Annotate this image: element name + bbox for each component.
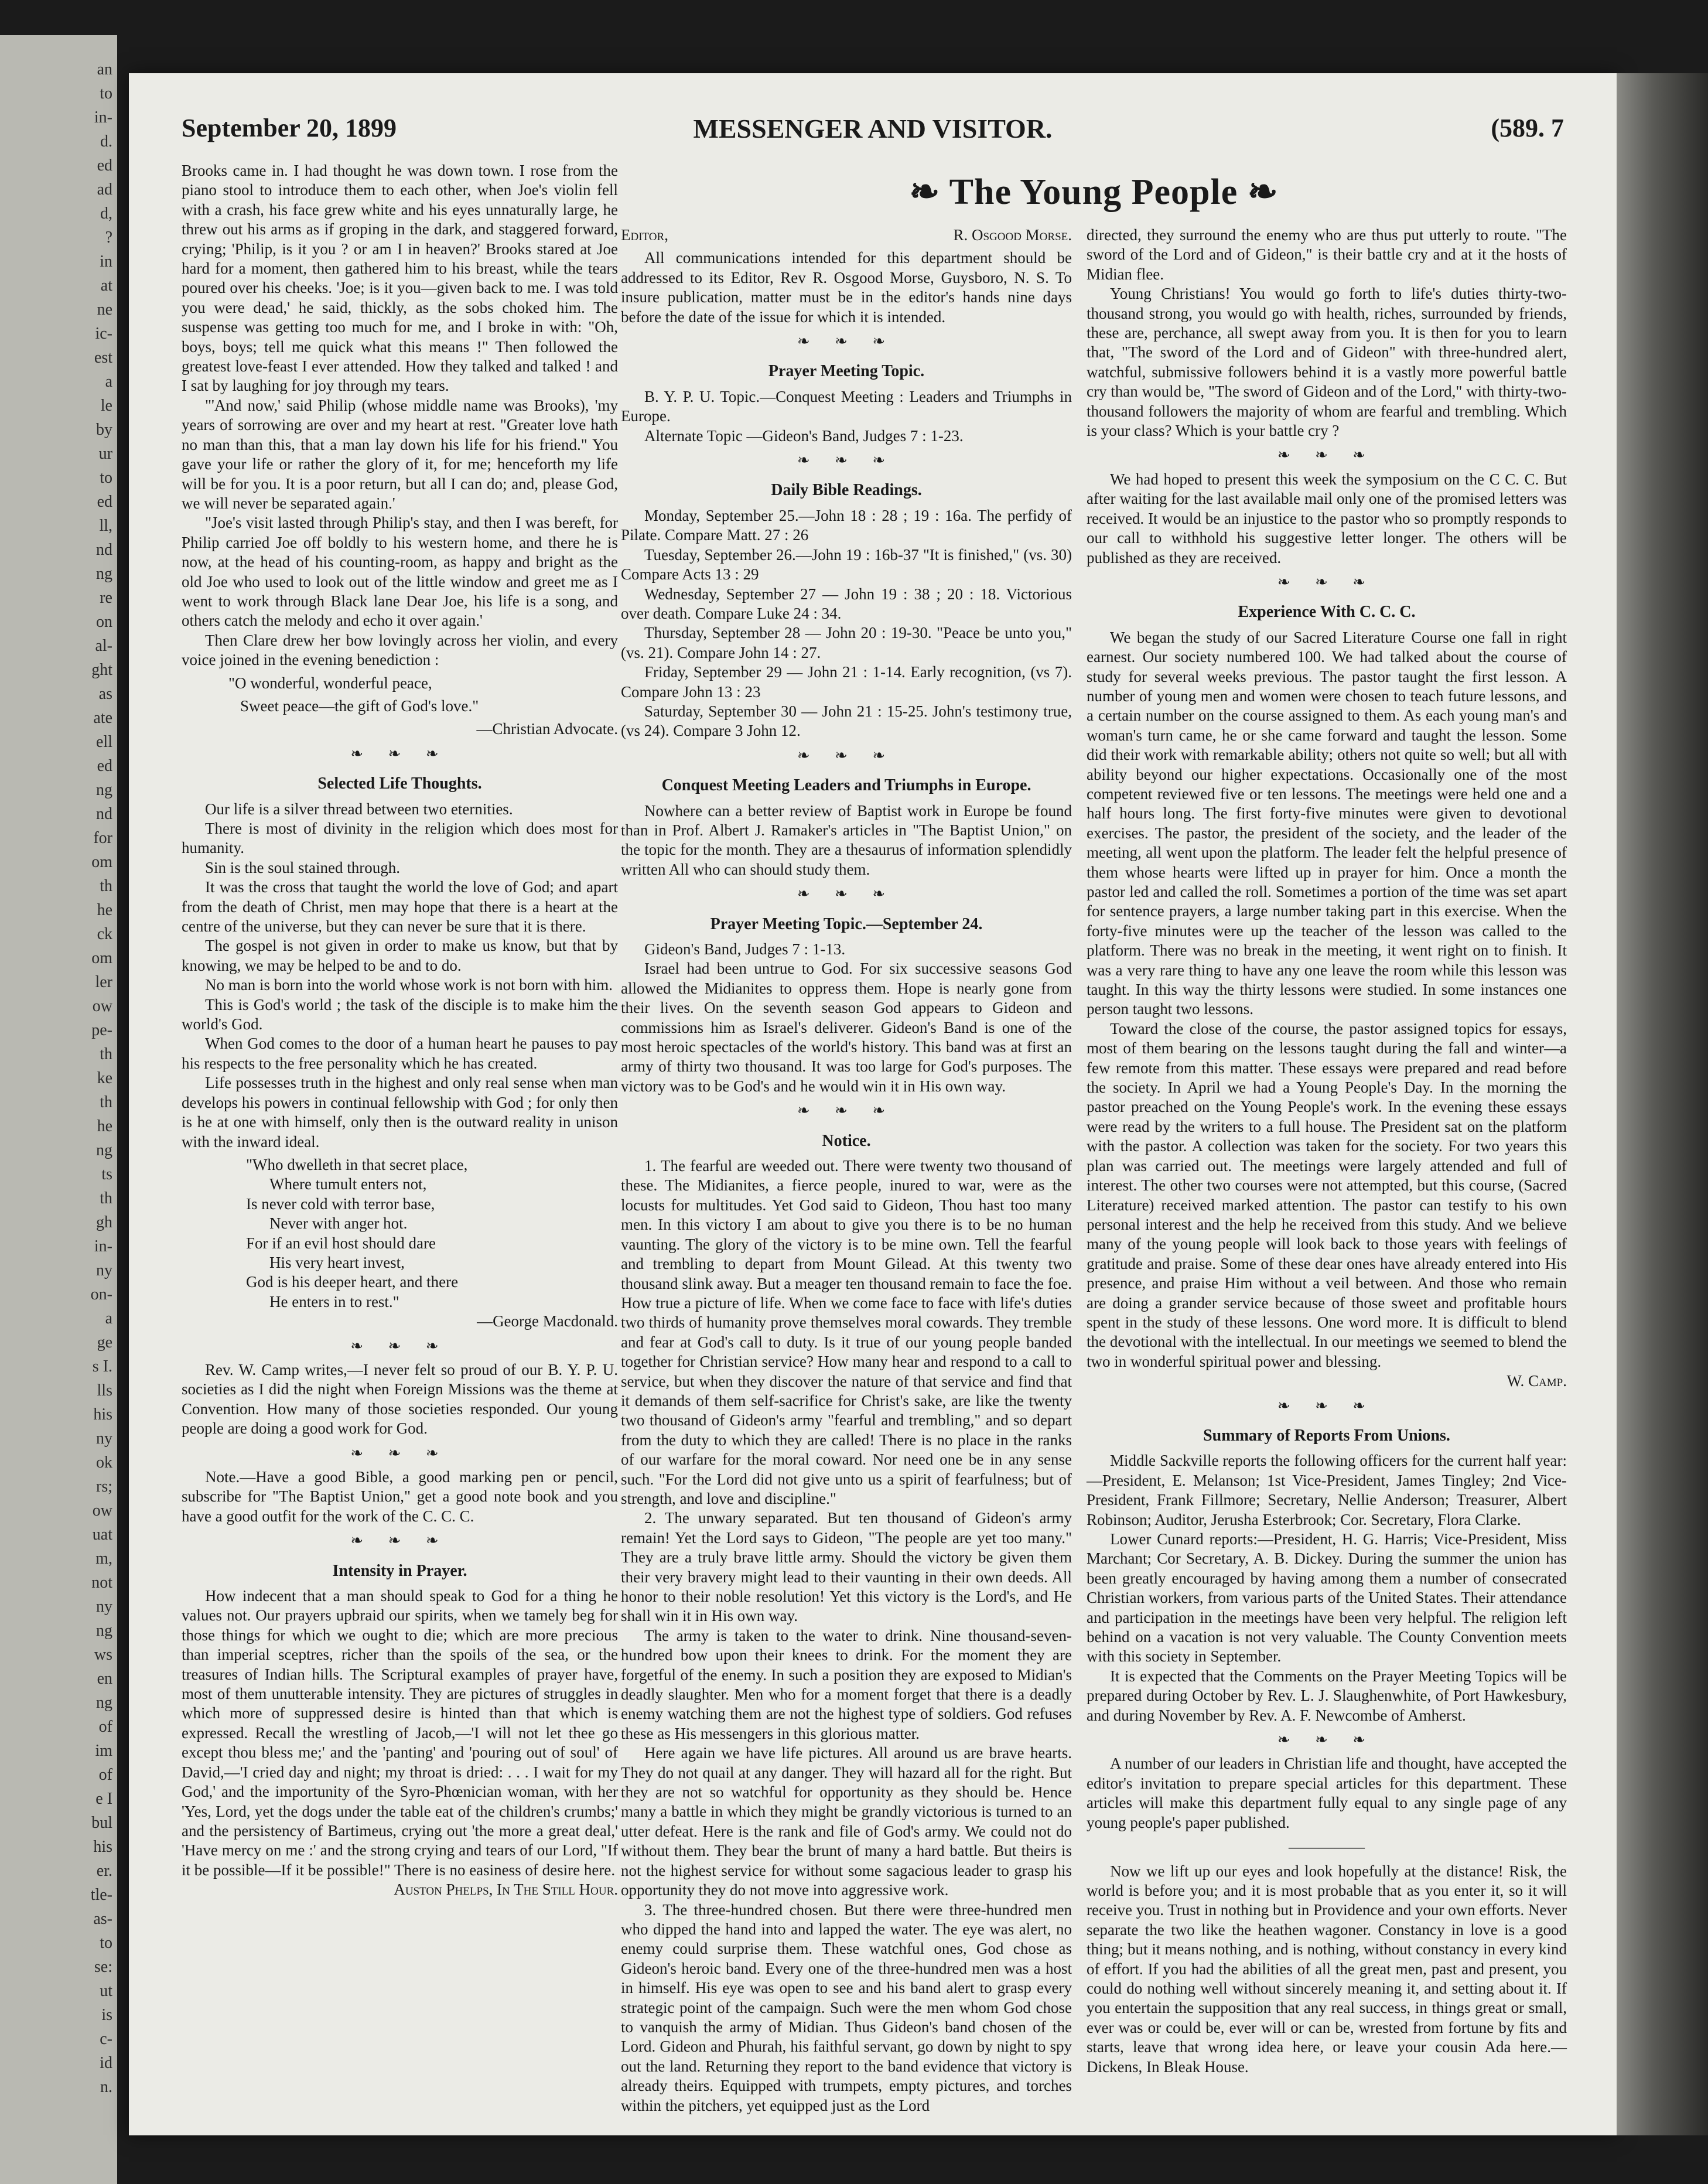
ornament-divider: ❧ ❧ ❧	[1277, 1731, 1376, 1749]
adjacent-page-fragment: an	[97, 60, 112, 79]
story-paragraph: Brooks came in. I had thought he was down town. I rose from the piano stool to introduce them to each other, when Joe's violin fell with a crash, his face grew white and his eyes unnaturally large, he threw out his arms as if groping in the dark, and staggered forward, crying; 'Philip, is it you ? or am I in heaven?' Brooks stared at Joe hard for a moment, then gathered him to his breast, while the tears poured over his cheeks. 'Joe; is it you—given back to me. I was told you were dead,' he said, thickly, as the sobs choked him. The suspense was getting too much for me, and I broke in with: "Oh, boys, boys; tell me quick what this means !" Then followed the greatest love-feast I ever attended. How they talked and talked ! and I sat by laughing for joy through my tears.	[182, 162, 618, 395]
adjacent-page-fragment: th	[100, 1045, 112, 1063]
adjacent-page-fragment: ght	[91, 661, 112, 679]
closing-paragraph: Now we lift up our eyes and look hopefully at the distance! Risk, the world is before you; and it is most probable that as you enter it, so it will receive you. Trust in nothing but in Providence and your own efforts. Never separate the two like the heathen wagoner. Constancy in love is a good thing; but it means nothing, and is nothing, without constancy in every kind of effort. If you had the abilities of all the great men, past and present, you could do nothing well without sincerely meaning it, and setting about it. If you entertain the supposition that any real success, in things great or small, ever was or could be, ever will or can be, wrested from fortune by fits and starts, leave that wrong idea here, or leave your cousin Ada here.—Dickens, In Bleak House.	[1087, 1862, 1567, 2076]
thought: When God comes to the door of a human heart he pauses to pay his respects to the free personality which he has created.	[182, 1035, 618, 1072]
poem-line: "Who dwelleth in that secret place,	[246, 1155, 468, 1173]
adjacent-page-fragment: he	[97, 901, 112, 919]
adjacent-page-fragment: ny	[96, 1598, 112, 1616]
editor-line	[621, 226, 1072, 245]
ornament-left-icon: ❧	[909, 172, 941, 212]
experience-text: Toward the close of the course, the pastor assigned topics for essays, most of them bearing on the lessons taught during the fall and winter—a few remote from this matter. These essays were prepared and read before the society. In April we had a Young People's Day. In the morning the pastor preached on the Young People's work. In the evening these essays were read by the writers to a full house. The President sat on the platform with the pastor. A collection was taken for the society. For two years this plan was carried out. The meetings were largely attended and full of interest. The other two courses were not attempted, but this course, (Sacred Literature) received marked attention. The pastor can testify to his own personal interest and the help he received from this study. And we believe many of the young people will look back to those years with feelings of gratitude and praise. Some of these dear ones have already entered into His presence, and praise Him without a veil between. And those who remain are doing a grander service because of those sweet and profitable hours spent in the study of these lessons. One word more. It is difficult to blend the devotional with the intellectual. In our meetings we seemed to blend the two in wonderful spiritual power and blessing.	[1087, 1019, 1567, 1370]
reading: Friday, September 29 — John 21 : 1-14. Early recognition, (vs 7). Compare John 13 : 23	[621, 663, 1072, 701]
ornament-divider: ❧ ❧ ❧	[797, 452, 896, 469]
adjacent-page-fragment: al-	[95, 637, 112, 655]
notice-paragraph: 1. The fearful are weeded out. There were twenty two thousand of these. The Midianites, a fierce people, inured to war, were as the locusts for multitudes. Yet God said to Gideon, Thou hast too many men. In this victory I am about to give you there is to be no human vaunting. The glory of the victory is to be mine own. Tell the fearful and trembling to depart from Mount Gilead. At this twenty two thousand slink away. But a meager ten thousand remain to face the foe. How true a picture of life. When we come face to face with life's duties two thirds of humanity prove themselves moral cowards. They tremble and fear at God's call to duty. Is it true of our young people banded together for Christian service? How many hear and respond to a call to service, but when they discover the nature of that service and find that it demands of them self-sacrifice for Christ's sake, are like the twenty two thousand of Gideon's army "fearful and trembling," and so depart from the duty to which they are called! There is no place in the ranks of our warfare for the moral coward. Nor need one be in any sense such. "For the Lord did not give unto us a spirit of fearfulness; but of strength, and love and discipline."	[621, 1157, 1072, 1507]
adjacent-page-fragment: gh	[96, 1213, 112, 1231]
adjacent-page-fragment: nd	[96, 541, 112, 559]
adjacent-page-fragment: for	[93, 829, 112, 847]
poem-line: His very heart invest,	[269, 1253, 405, 1271]
poem-line: For if an evil host should dare	[246, 1234, 436, 1252]
notice-paragraph: The army is taken to the water to drink. Nine thousand-seven-hundred bow upon their knees to drink. For the moment they are forgetful of the enemy. In such a position they are exposed to Midian's deadly slaughter. Men who for a moment forget that there is a deadly enemy watching them are not the highest type of soldiers. God refuses these as His messengers in this glorious matter.	[621, 1626, 1072, 1742]
divider-rule: —————	[1289, 1838, 1365, 1856]
adjacent-page-fragment: ng	[96, 1141, 112, 1159]
reading: Wednesday, September 27 — John 19 : 38 ; 20 : 18. Victorious over death. Compare Luke 24 : 34.	[621, 585, 1072, 622]
adjacent-page-fragment: to	[100, 1934, 112, 1952]
publication-title: MESSENGER AND VISITOR.	[693, 114, 1053, 144]
poem-line: Where tumult enters not,	[269, 1175, 427, 1193]
ornament-divider: ❧ ❧ ❧	[1277, 573, 1376, 591]
topic-line: Alternate Topic —Gideon's Band, Judges 7 : 1-23.	[644, 426, 964, 445]
notice-heading: Notice.	[822, 1131, 871, 1150]
adjacent-page-fragment: to	[100, 469, 112, 487]
adjacent-page-fragment: ell	[96, 733, 112, 751]
adjacent-page-fragment: in-	[94, 108, 112, 127]
summary-paragraph: Lower Cunard reports:—President, H. G. Harris; Vice-President, Miss Marchant; Cor Secretary, A. B. Dickey. During the summer the union has been greatly encouraged by having among them a number of consecrated Christian workers, from various parts of the United States. Their attendance and participation in the meetings have been very helpful. The religion left behind on a vacation is not very valuable. The County Convention meets with this society in September.	[1087, 1530, 1567, 1666]
adjacent-page-fragment: le	[100, 397, 112, 415]
september-topic-text: Israel had been untrue to God. For six successive seasons God allowed the Midianites to oppress them. Hope is nearly gone from their lives. On the seventh season God appears to Gideon and commissions him as Israel's deliverer. Gideon's Band is one of the most heroic spectacles of the world's history. This band was at first an army of thirty two thousand. It was too large for God's purposes. The victory was to be God's and he would win it in His own way.	[621, 960, 1072, 1095]
thought: The gospel is not given in order to make us know, but that by knowing, we may be helped to be and to do.	[182, 937, 618, 974]
christians-paragraph: Young Christians! You would go forth to life's duties thirty-two-thousand strong, you would go with health, riches, surrounded by friends, these are, perchance, all swept away from you. It is then for you to learn that, "The sword of the Lord and of Gideon" with three-hundred alert, watchful, submissive followers behind it is a vastly more powerful battle cry than would be, "The sword of Gideon and of the Lord," with thirty-two-thousand followers the majority of whom are fearful and trembling. Which is your class? Which is your battle cry ?	[1087, 285, 1567, 440]
adjacent-page-fragment: re	[100, 589, 112, 607]
newspaper-page	[129, 73, 1617, 2135]
prayer-text: How indecent that a man should speak to God for a thing he values not. Our prayers upbraid our spirits, when we tamely beg for those things for which we ought to die; which are more precious than imperial sceptres, richer than the spoils of the sea, or the treasures of Indian hills. The Scriptural examples of prayer have, most of them unutterable intensity. They are pictures of struggles in which more of suppressed desire is hinted than that which is expressed. Recall the wrestling of Jacob,—'I will not let thee go except thou bless me;' and the 'panting' and 'pouring out of soul' of David,—'I cried day and night; my throat is dried: . . . I wait for my God,' and the importunity of the Syro-Phœnician woman, with her 'Yes, Lord, yet the dogs under the table eat of the children's crumbs;' and the persistency of Bartimeus, crying out 'the more a great deal,' 'Have mercy on me :' and the strong crying and tears of our Lord, "If it be possible—If it be possible!" There is no easiness of desire here.	[182, 1587, 618, 1879]
adjacent-page-fragment: c-	[100, 2030, 112, 2048]
editor-label: Editor,	[621, 226, 668, 244]
hymn-line: "O wonderful, wonderful peace,	[228, 674, 432, 692]
continued-text: directed, they surround the enemy who are thus put utterly to route. "The sword of the Lord and of Gideon," is their battle cry and at it the hosts of Midian flee.	[1087, 226, 1567, 283]
adjacent-page-fragment: er.	[96, 1862, 112, 1880]
adjacent-page-fragment: on	[96, 613, 112, 631]
september-topic-ref: Gideon's Band, Judges 7 : 1-13.	[644, 940, 846, 958]
adjacent-page-fragment: ad	[97, 180, 112, 199]
ornament-divider: ❧ ❧ ❧	[350, 1532, 449, 1550]
experience-heading: Experience With C. C. C.	[1238, 603, 1416, 622]
experience-signature: W. Camp.	[1507, 1372, 1567, 1390]
story-paragraph: "'And now,' said Philip (whose middle name was Brooks), 'my years of sorrowing are over and my heart at rest. "Greater love hath no man than this, that a man lay down his life for his friend." You gave your life or rather the glory of it, for me; henceforth my life will be for you. It is a poor return, but all I can do; and, please God, we will never be separated again.'	[182, 396, 618, 512]
thought: This is God's world ; the task of the disciple is to make him the world's God.	[182, 995, 618, 1033]
adjacent-page-fragment: a	[105, 1309, 112, 1328]
adjacent-page-fragment: ed	[97, 757, 112, 775]
adjacent-page-fragment: om	[91, 853, 112, 871]
adjacent-page-fragment: ll,	[99, 517, 112, 535]
adjacent-page-edge	[0, 35, 117, 2184]
reading: Thursday, September 28 — John 20 : 19-30. "Peace be unto you," (vs. 21). Compare John 14 : 27.	[621, 624, 1072, 661]
experience-text: We began the study of our Sacred Literature Course one fall in right earnest. Our society numbered 100. We had talked about the course of study for several weeks previous. The pastor taught the first lesson. A number of young men and women were chosen to teach future lessons, and a certain number on the course assigned to them. As each young man's and woman's turn came, he or she came forward and taught the lesson. Some did their work with remarkable ability; others not quite so well; but all with ability beyond our higher expectations. Occasionally one of the most competent reviewed five or ten lessons. The meetings were held one and a half hours long. The first forty-five minutes were given to devotional exercises. The pastor, the president of the society, and the leader of the meeting, all went upon the platform. The leader felt the helpful presence of them whose hearts were lifted up in prayer for him. Once a month the pastor led and called the roll. Sometimes a portion of the time was set apart for sentence prayers, a large number taking part in this exercise. When the forty-five minutes were up the teacher of the lesson was called to the platform. There was no break in the meeting, it went right on to finish. It was a very rare thing to have any one leave the room while this lesson was taught. In this way the thirty lessons were studied. In some instances one person taught two lessons.	[1087, 628, 1567, 1018]
ornament-divider: ❧ ❧ ❧	[350, 745, 449, 762]
notice-paragraph: 2. The unwary separated. But ten thousand of Gideon's army remain! Yet the Lord says to Gideon, "The people are yet too many." They are a truly brave little army. Should the victory be given them their very bravery might lead to their vaunting in their own deeds. All honor to their noble resolution! Yet this victory is the Lord's, and He shall win it in His own way.	[621, 1509, 1072, 1625]
adjacent-page-fragment: ge	[97, 1333, 112, 1352]
thought: It was the cross that taught the world the love of God; and apart from the death of Christ, men may hope that there is a heart at the centre of the universe, but they can never be sure that it is there.	[182, 878, 618, 936]
prayer-heading: Intensity in Prayer.	[332, 1561, 467, 1580]
page-binding-edge	[1617, 73, 1708, 2135]
adjacent-page-fragment: ur	[98, 445, 112, 463]
adjacent-page-fragment: ow	[92, 997, 112, 1015]
section-title-text: The Young People	[949, 172, 1238, 212]
topic-line: B. Y. P. U. Topic.—Conquest Meeting : Leaders and Triumphs in Europe.	[621, 387, 1072, 425]
ornament-divider: ❧ ❧ ❧	[350, 1444, 449, 1462]
adjacent-page-fragment: ck	[97, 925, 112, 943]
thought: There is most of divinity in the religion which does most for humanity.	[182, 820, 618, 857]
adjacent-page-fragment: his	[93, 1405, 112, 1424]
adjacent-page-fragment: of	[98, 1766, 112, 1784]
adjacent-page-fragment: lls	[97, 1381, 112, 1400]
thought: Life possesses truth in the highest and only real sense when man develops his powers in continual fellowship with God ; for only then is he at one with himself, only then is the outward reality in unison with the inward ideal.	[182, 1074, 618, 1151]
ornament-divider: ❧ ❧ ❧	[797, 1102, 896, 1120]
reading: Tuesday, September 26.—John 19 : 16b-37 "It is finished," (vs. 30) Compare Acts 13 : 29	[621, 545, 1072, 583]
conquest-text: Nowhere can a better review of Baptist work in Europe be found than in Prof. Albert J. Ramaker's articles in "The Baptist Union," on the topic for the month. They are a thesaurus of information splendidly written All who can should study them.	[621, 801, 1072, 878]
adjacent-page-fragment: ?	[105, 228, 112, 247]
adjacent-page-fragment: ed	[97, 156, 112, 175]
ornament-divider: ❧ ❧ ❧	[1277, 446, 1376, 464]
poem-source: —George Macdonald.	[477, 1312, 618, 1330]
adjacent-page-fragment: ny	[96, 1429, 112, 1448]
adjacent-page-fragment: of	[98, 1718, 112, 1736]
poem-line: Is never cold with terror base,	[246, 1195, 435, 1213]
adjacent-page-fragment: uat	[92, 1526, 112, 1544]
reading: Saturday, September 30 — John 21 : 15-25. John's testimony true, (vs 24). Compare 3 John 12.	[621, 702, 1072, 740]
adjacent-page-fragment: ic-	[95, 325, 112, 343]
adjacent-page-fragment: m,	[95, 1550, 112, 1568]
adjacent-page-fragment: ate	[93, 709, 112, 727]
adjacent-page-fragment: not	[91, 1574, 112, 1592]
adjacent-page-fragment: he	[97, 1117, 112, 1135]
adjacent-page-fragment: a	[105, 373, 112, 391]
adjacent-page-fragment: se:	[94, 1958, 112, 1976]
page-number: (589. 7	[1491, 114, 1564, 142]
note-paragraph: Note.—Have a good Bible, a good marking pen or pencil, subscribe for "The Baptist Union," get a good note book and you have a good outfit for the work of the C. C. C.	[182, 1468, 618, 1525]
ornament-divider: ❧ ❧ ❧	[797, 746, 896, 764]
adjacent-page-fragment: to	[100, 84, 112, 103]
adjacent-page-fragment: ke	[97, 1069, 112, 1087]
topic-heading: Prayer Meeting Topic.	[768, 362, 925, 381]
ornament-divider: ❧ ❧ ❧	[1277, 1397, 1376, 1414]
ornament-divider: ❧ ❧ ❧	[350, 1337, 449, 1354]
conquest-heading: Conquest Meeting Leaders and Triumphs in Europe.	[661, 776, 1031, 795]
hymn-source: —Christian Advocate.	[476, 720, 618, 738]
adjacent-page-fragment: ng	[96, 1694, 112, 1712]
poem-line: He enters in to rest."	[269, 1292, 399, 1311]
adjacent-page-fragment: by	[96, 421, 112, 439]
adjacent-page-fragment: at	[100, 277, 112, 295]
symposium-paragraph: We had hoped to present this week the symposium on the C C. C. But after waiting for the last available mail only one of the promised letters was received. It would be an injustice to the pastor who so promptly responds to our call to withhold his suggestive letter longer. The others will be published as they are received.	[1087, 470, 1567, 567]
adjacent-page-fragment: rs;	[96, 1477, 112, 1496]
adjacent-page-fragment: tle-	[90, 1886, 112, 1904]
adjacent-page-fragment: ed	[97, 493, 112, 511]
story-paragraph: Then Clare drew her bow lovingly across her violin, and every voice joined in the evening benediction :	[182, 631, 618, 669]
column-3	[1087, 226, 1567, 2077]
ornament-divider: ❧ ❧ ❧	[797, 333, 896, 350]
poem-line: God is his deeper heart, and there	[246, 1273, 459, 1291]
adjacent-page-fragment: ut	[100, 1982, 112, 2000]
story-paragraph: "Joe's visit lasted through Philip's stay, and then I was bereft, for Philip carried Joe off boldly to his western home, and there he is now, at the head of his counting-room, as happy and bright as the old Joe who used to look out of the little window and greet me as I went to work through Black lane Dear Joe, his life is a song, and others catch the melody and echo it over again.'	[182, 514, 618, 630]
camp-note: Rev. W. Camp writes,—I never felt so proud of our B. Y. P. U. societies as I did the night when Foreign Missions was the theme at Convention. How many of those societies responded. Our young people are doing a good work for God.	[182, 1360, 618, 1438]
notice-paragraph: Here again we have life pictures. All around us are brave hearts. They do not quail at any danger. They will hazard all for the right. But they are not so watchful for opportunity as they should be. Hence many a battle in which they might be grandly victorious is turned to an utter defeat. Here is the rank and file of God's army. We could not do without them. They bear the brunt of many a hard battle. But theirs is not the highest service for without some sagacious leader to grasp his opportunity they do not move into aggressive work.	[621, 1744, 1072, 1899]
adjacent-page-fragment: ws	[94, 1646, 112, 1664]
notice-paragraph: 3. The three-hundred chosen. But there were three-hundred men who dipped the hand into and lapped the water. The eye was alert, no enemy could surprise them. These watchful ones, God chose as Gideon's heroic band. Every one of the three-hundred men was a host in himself. His eye was open to see and his band alert to grasp every strategic point of the campaign. Such were the men whom God chose to vanquish the army of Midian. Thus Gideon's band chosen of the Lord. Gideon and Phurah, his faithful servant, go down by night to spy out the land. Returning they report to the band evidence that victory is already theirs. Equipped with trumpets, empty pictures, and torches within the pitchers, yet equipped just as the Lord	[621, 1900, 1072, 2114]
adjacent-page-fragment: is	[101, 2006, 112, 2024]
section-title	[621, 170, 1567, 213]
adjacent-page-fragment: id	[100, 2054, 112, 2072]
adjacent-page-fragment: bul	[91, 1814, 112, 1832]
adjacent-page-fragment: ng	[96, 565, 112, 583]
adjacent-page-fragment: im	[95, 1742, 112, 1760]
adjacent-page-fragment: ok	[96, 1453, 112, 1472]
leaders-paragraph: A number of our leaders in Christian life and thought, have accepted the editor's invitation to prepare special articles for this department. These articles will make this department fully equal to any single page of any young people's paper published.	[1087, 1755, 1567, 1831]
adjacent-page-fragment: n.	[100, 2078, 112, 2096]
thought: No man is born into the world whose work is not born with him.	[205, 976, 613, 994]
poem-line: Never with anger hot.	[269, 1214, 408, 1233]
adjacent-page-fragment: ny	[96, 1261, 112, 1279]
adjacent-page-fragment: s I.	[92, 1357, 112, 1376]
adjacent-page-fragment: est	[94, 349, 112, 367]
summary-paragraph: Middle Sackville reports the following officers for the current half year:—President, E. Melanson; 1st Vice-President, James Tingley; 2nd Vice-President, Frank Fillmore; Secretary, Nellie Anderson; Treasurer, Albert Robinson; Auditor, Jerusha Esterbrook; Cor. Secretary, Flora Clarke.	[1087, 1452, 1567, 1528]
ornament-right-icon: ❧	[1247, 172, 1279, 212]
adjacent-page-fragment: ts	[101, 1165, 112, 1183]
column-1	[182, 161, 618, 1903]
adjacent-page-fragment: pe-	[91, 1021, 112, 1039]
editor-name: R. Osgood Morse.	[953, 226, 1072, 244]
adjacent-page-fragment: as-	[93, 1910, 112, 1928]
adjacent-page-fragment: th	[100, 1093, 112, 1111]
september-topic-heading: Prayer Meeting Topic.—September 24.	[710, 914, 983, 933]
thought: Sin is the soul stained through.	[205, 858, 400, 876]
column-2	[621, 226, 1072, 2115]
adjacent-page-fragment: as	[98, 685, 112, 703]
adjacent-page-fragment: nd	[96, 805, 112, 823]
page-header	[182, 108, 1564, 155]
ornament-divider: ❧ ❧ ❧	[797, 885, 896, 903]
thought: Our life is a silver thread between two eternities.	[205, 800, 513, 818]
editor-notice: All communications intended for this department should be addressed to its Editor, Rev R. Osgood Morse, Guysboro, N. S. To insure publication, matter must be in the editor's hands nine days before the date of the issue for which it is intended.	[621, 249, 1072, 326]
adjacent-page-fragment: th	[100, 1189, 112, 1207]
readings-heading: Daily Bible Readings.	[771, 481, 922, 500]
adjacent-page-fragment: his	[93, 1838, 112, 1856]
hymn-line: Sweet peace—the gift of God's love."	[240, 697, 479, 715]
adjacent-page-fragment: ne	[97, 301, 112, 319]
adjacent-page-fragment: ow	[92, 1502, 112, 1520]
summary-heading: Summary of Reports From Unions.	[1203, 1426, 1450, 1445]
reading: Monday, September 25.—John 18 : 28 ; 19 : 16a. The perfidy of Pilate. Compare Matt. 27 : 26	[621, 506, 1072, 544]
adjacent-page-fragment: ler	[95, 973, 112, 991]
adjacent-page-fragment: ng	[96, 781, 112, 799]
adjacent-page-fragment: in	[100, 252, 112, 271]
summary-paragraph: It is expected that the Comments on the Prayer Meeting Topics will be prepared during October by Rev. L. J. Slaughenwhite, of Port Hawkesbury, and during November by Rev. A. F. Newcombe of Amherst.	[1087, 1667, 1567, 1724]
issue-date: September 20, 1899	[182, 114, 397, 142]
adjacent-page-fragment: d,	[100, 204, 112, 223]
adjacent-page-fragment: th	[100, 877, 112, 895]
prayer-source: Auston Phelps, In The Still Hour.	[394, 1881, 618, 1899]
adjacent-page-fragment: om	[91, 949, 112, 967]
adjacent-page-fragment: e I	[95, 1790, 112, 1808]
adjacent-page-fragment: in-	[94, 1237, 112, 1255]
adjacent-page-fragment: ng	[96, 1622, 112, 1640]
adjacent-page-fragment: d.	[100, 132, 112, 151]
thoughts-heading: Selected Life Thoughts.	[317, 774, 482, 793]
adjacent-page-fragment: en	[97, 1670, 112, 1688]
adjacent-page-fragment: on-	[90, 1285, 112, 1303]
